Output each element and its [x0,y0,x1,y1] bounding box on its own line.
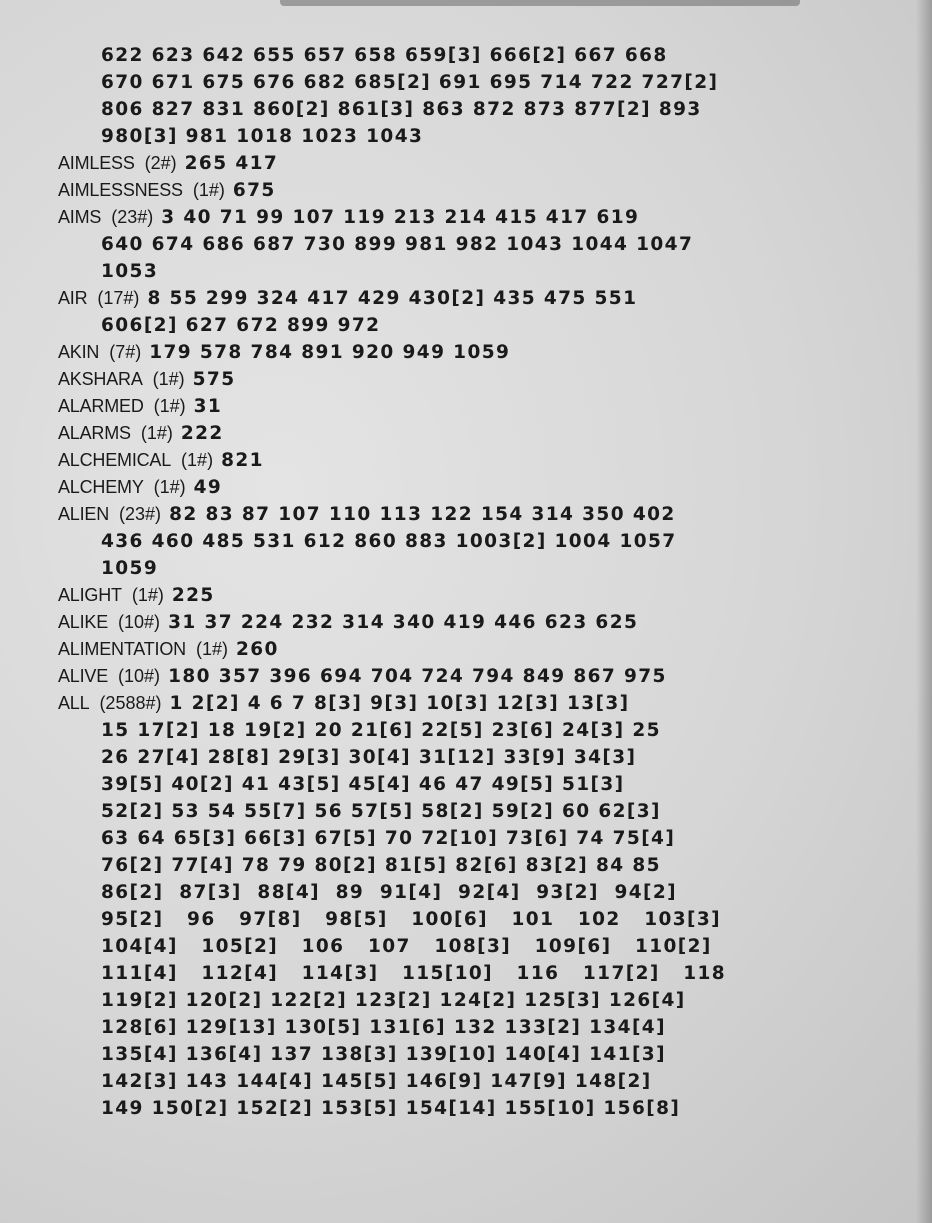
index-entries [58,42,818,1122]
entry-page-references: 1059 [101,558,159,579]
entry-continuation-line [58,1014,818,1041]
entry-continuation-line [58,771,818,798]
page-right-shadow [916,0,932,1223]
entry-page-references: 31 37 224 232 314 340 419 446 623 625 [168,612,639,633]
entry-occurrence-count: (23#) [119,504,162,524]
entry-first-line [58,420,818,447]
entry-first-line [58,501,818,528]
entry-occurrence-count: (1#) [192,180,225,200]
entry-first-line [58,204,818,231]
entry-first-line [58,663,818,690]
entry-headword: ALIVE [58,666,109,686]
entry-page-references: 39[5] 40[2] 41 43[5] 45[4] 46 47 49[5] 51[3] [101,774,625,795]
entry-occurrence-count: (2#) [144,153,177,173]
entry-page-references: 142[3] 143 144[4] 145[5] 146[9] 147[9] 148[2] [101,1071,652,1092]
entry-headword: ALIKE [58,612,109,632]
entry-headword: ALIGHT [58,585,122,605]
index-entry [58,474,818,501]
index-entry [58,663,818,690]
page-top-shadow [280,0,800,6]
entry-page-references: 980[3] 981 1018 1023 1043 [101,126,424,147]
index-entry [58,501,818,582]
entry-continuation-line [58,987,818,1014]
entry-headword: AIR [58,288,88,308]
entry-occurrence-count: (1#) [195,639,228,659]
entry-continuation-line [58,852,818,879]
entry-first-line [58,474,818,501]
entry-headword: ALARMED [58,396,144,416]
entry-page-references: 128[6] 129[13] 130[5] 131[6] 132 133[2] 134[4] [101,1017,666,1038]
index-entry [58,420,818,447]
entry-page-references: 31 [193,396,223,417]
entry-first-line [58,690,818,717]
entry-continuation-line [58,1068,818,1095]
entry-page-references: 821 [221,450,264,471]
entry-continuation-line [58,906,818,933]
entry-page-references: 260 [235,639,279,660]
index-entry [58,636,818,663]
index-entry [58,366,818,393]
entry-continuation-line [58,798,818,825]
entry-page-references: 622 623 642 655 657 658 659[3] 666[2] 667 668 [101,45,668,66]
index-entry [58,582,818,609]
entry-first-line [58,285,818,312]
entry-continuation-line [58,717,818,744]
entry-first-line [58,447,818,474]
entry-continuation-line [58,123,818,150]
entry-headword: AKIN [58,342,100,362]
entry-page-references: 119[2] 120[2] 122[2] 123[2] 124[2] 125[3] 126[4] [101,990,686,1011]
entry-occurrence-count: (23#) [111,207,154,227]
index-entry [58,447,818,474]
entry-headword: AIMLESS [58,153,135,173]
entry-page-references: 1053 [101,261,159,282]
entry-page-references: 3 40 71 99 107 119 213 214 415 417 619 [161,207,640,228]
entry-page-references: 222 [180,423,224,444]
entry-page-references: 265 417 [184,153,279,174]
entry-page-references: 8 55 299 324 417 429 430[2] 435 475 551 [147,288,638,309]
entry-headword: ALIEN [58,504,110,524]
entry-occurrence-count: (1#) [153,396,186,416]
entry-page-references: 63 64 65[3] 66[3] 67[5] 70 72[10] 73[6] 74 75[4] [101,828,676,849]
entry-occurrence-count: (1#) [152,369,185,389]
entry-page-references: 436 460 485 531 612 860 883 1003[2] 1004 1057 [101,531,677,552]
entry-page-references: 225 [171,585,215,606]
entry-continuation-line [58,960,818,987]
entry-page-references: 575 [192,369,236,390]
entry-continuation-line [58,69,818,96]
entry-continuation-line [58,1095,818,1122]
entry-headword: AIMLESSNESS [58,180,183,200]
entry-first-line [58,582,818,609]
entry-page-references: 52[2] 53 54 55[7] 56 57[5] 58[2] 59[2] 60 62[3] [101,801,661,822]
entry-occurrence-count: (1#) [140,423,173,443]
entry-continuation-line [58,879,818,906]
entry-page-references: 76[2] 77[4] 78 79 80[2] 81[5] 82[6] 83[2] 84 85 [101,855,661,876]
entry-headword: ALL [58,693,90,713]
entry-page-references: 49 [193,477,223,498]
entry-page-references: 82 83 87 107 110 113 122 154 314 350 402 [169,504,676,525]
entry-occurrence-count: (1#) [181,450,214,470]
entry-occurrence-count: (7#) [109,342,142,362]
entry-continuation-line [58,744,818,771]
entry-first-line [58,339,818,366]
entry-page-references: 806 827 831 860[2] 861[3] 863 872 873 877[2] 893 [101,99,702,120]
entry-occurrence-count: (17#) [97,288,140,308]
entry-continuation-line [58,96,818,123]
index-entry [58,204,818,285]
entry-page-references: 670 671 675 676 682 685[2] 691 695 714 722 727[2] [101,72,719,93]
entry-page-references: 179 578 784 891 920 949 1059 [149,342,511,363]
index-entry [58,339,818,366]
index-entry [58,609,818,636]
entry-page-references: 104[4] 105[2] 106 107 108[3] 109[6] 110[2] [101,936,712,957]
entry-page-references: 180 357 396 694 704 724 794 849 867 975 [168,666,667,687]
entry-occurrence-count: (10#) [118,666,161,686]
entry-page-references: 149 150[2] 152[2] 153[5] 154[14] 155[10] 156[8] [101,1098,681,1119]
entry-first-line [58,177,818,204]
entry-page-references: 135[4] 136[4] 137 138[3] 139[10] 140[4] 141[3] [101,1044,666,1065]
index-entry [58,150,818,177]
entry-page-references: 111[4] 112[4] 114[3] 115[10] 116 117[2] 118 [101,963,727,984]
entry-page-references: 15 17[2] 18 19[2] 20 21[6] 22[5] 23[6] 24[3] 25 [101,720,661,741]
index-entry [58,177,818,204]
entry-first-line [58,366,818,393]
index-entry [58,42,818,150]
entry-first-line [58,609,818,636]
entry-headword: ALCHEMY [58,477,144,497]
entry-continuation-line [58,231,818,258]
entry-first-line [58,636,818,663]
entry-continuation-line [58,312,818,339]
index-entry [58,690,818,1122]
entry-headword: ALIMENTATION [58,639,186,659]
entry-page-references: 640 674 686 687 730 899 981 982 1043 1044 1047 [101,234,694,255]
entry-page-references: 606[2] 627 672 899 972 [101,315,381,336]
entry-continuation-line [58,555,818,582]
entry-page-references: 1 2[2] 4 6 7 8[3] 9[3] 10[3] 12[3] 13[3] [169,693,630,714]
entry-headword: ALCHEMICAL [58,450,172,470]
index-entry [58,393,818,420]
entry-occurrence-count: (1#) [131,585,164,605]
entry-first-line [58,150,818,177]
entry-continuation-line [58,528,818,555]
index-entry [58,285,818,339]
entry-page-references: 86[2] 87[3] 88[4] 89 91[4] 92[4] 93[2] 94[2] [101,882,678,903]
entry-continuation-line [58,42,818,69]
entry-continuation-line [58,933,818,960]
entry-headword: ALARMS [58,423,131,443]
entry-continuation-line [58,258,818,285]
entry-first-line [58,393,818,420]
entry-headword: AIMS [58,207,102,227]
entry-page-references: 26 27[4] 28[8] 29[3] 30[4] 31[12] 33[9] 34[3] [101,747,637,768]
entry-occurrence-count: (10#) [118,612,161,632]
entry-page-references: 95[2] 96 97[8] 98[5] 100[6] 101 102 103[3] [101,909,722,930]
entry-continuation-line [58,1041,818,1068]
entry-occurrence-count: (1#) [153,477,186,497]
entry-continuation-line [58,825,818,852]
entry-page-references: 675 [232,180,276,201]
entry-occurrence-count: (2588#) [99,693,162,713]
entry-headword: AKSHARA [58,369,143,389]
